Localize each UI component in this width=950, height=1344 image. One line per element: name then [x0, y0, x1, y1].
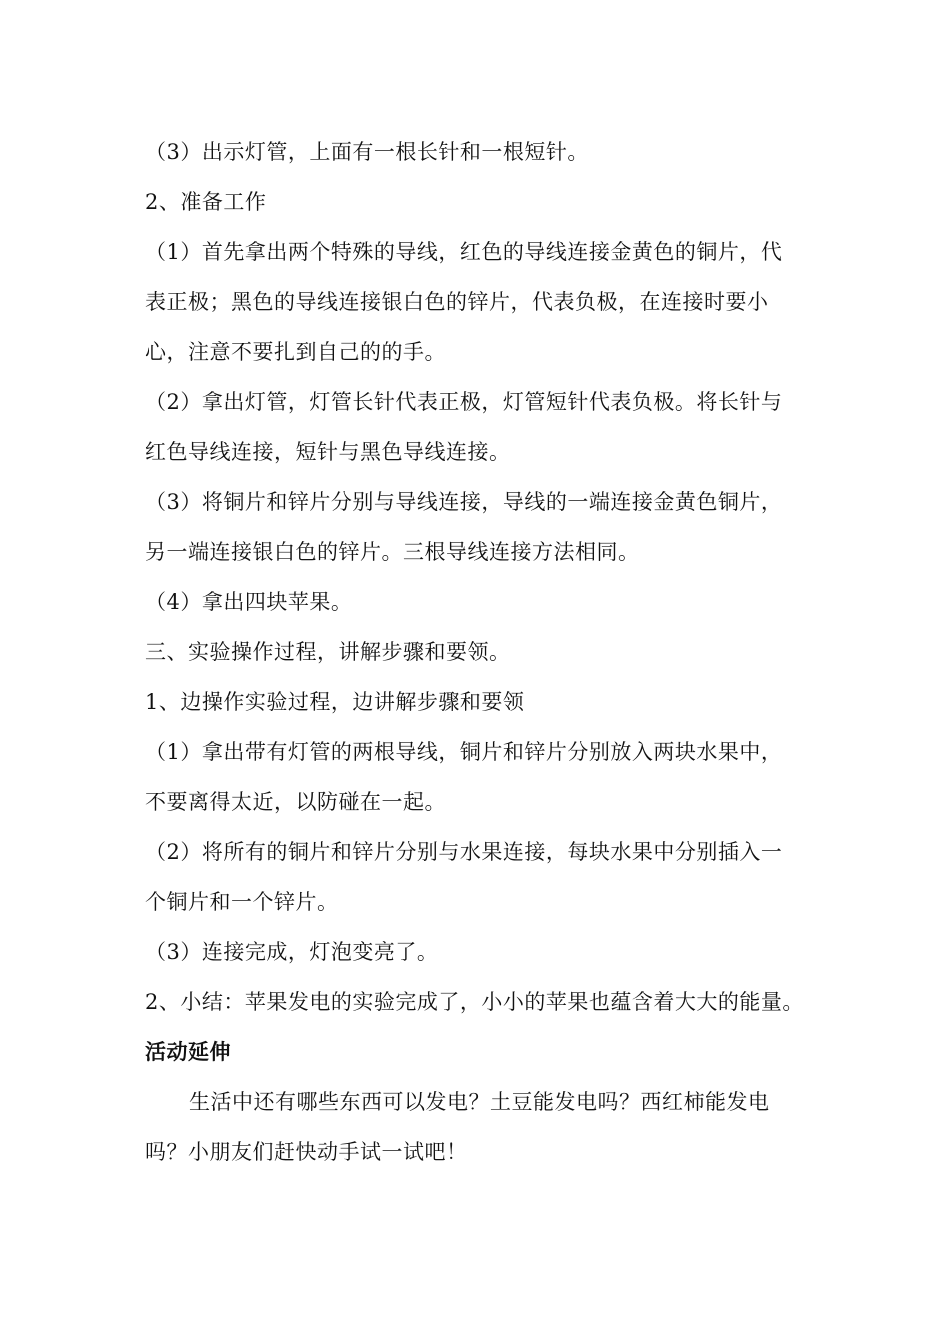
section-experiment-heading: 三、实验操作过程，讲解步骤和要领。: [145, 640, 511, 664]
prep-step-4: （4）拿出四块苹果。: [145, 590, 353, 614]
extension-paragraph-line-1: 生活中还有哪些东西可以发电？土豆能发电吗？西红柿能发电: [189, 1090, 770, 1114]
summary-line: 2、小结：苹果发电的实验完成了，小小的苹果也蕴含着大大的能量。: [145, 990, 804, 1014]
prep-step-1-line-1: （1）首先拿出两个特殊的导线，红色的导线连接金黄色的铜片，代: [145, 240, 783, 264]
experiment-step-1-line-1: （1）拿出带有灯管的两根导线，铜片和锌片分别放入两块水果中，: [145, 740, 783, 764]
prep-step-2-line-2: 红色导线连接，短针与黑色导线连接。: [145, 440, 511, 464]
experiment-step-2-line-1: （2）将所有的铜片和锌片分别与水果连接，每块水果中分别插入一: [145, 840, 783, 864]
experiment-subheading: 1、边操作实验过程，边讲解步骤和要领: [145, 690, 525, 714]
step-3-show-lamp-tube: （3）出示灯管，上面有一根长针和一根短针。: [145, 140, 589, 164]
experiment-step-3: （3）连接完成，灯泡变亮了。: [145, 940, 439, 964]
prep-step-3-line-1: （3）将铜片和锌片分别与导线连接，导线的一端连接金黄色铜片，: [145, 490, 783, 514]
prep-step-3-line-2: 另一端连接银白色的锌片。三根导线连接方法相同。: [145, 540, 640, 564]
prep-step-1-line-3: 心，注意不要扎到自己的的手。: [145, 340, 446, 364]
section-preparation-heading: 2、准备工作: [145, 190, 267, 214]
extension-paragraph-line-2: 吗？小朋友们赶快动手试一试吧！: [145, 1140, 468, 1164]
experiment-step-2-line-2: 个铜片和一个锌片。: [145, 890, 339, 914]
activity-extension-heading: 活动延伸: [145, 1040, 231, 1064]
prep-step-2-line-1: （2）拿出灯管，灯管长针代表正极，灯管短针代表负极。将长针与: [145, 390, 783, 414]
document-body: [145, 127, 825, 1177]
prep-step-1-line-2: 表正极；黑色的导线连接银白色的锌片，代表负极，在连接时要小: [145, 290, 769, 314]
experiment-step-1-line-2: 不要离得太近，以防碰在一起。: [145, 790, 446, 814]
